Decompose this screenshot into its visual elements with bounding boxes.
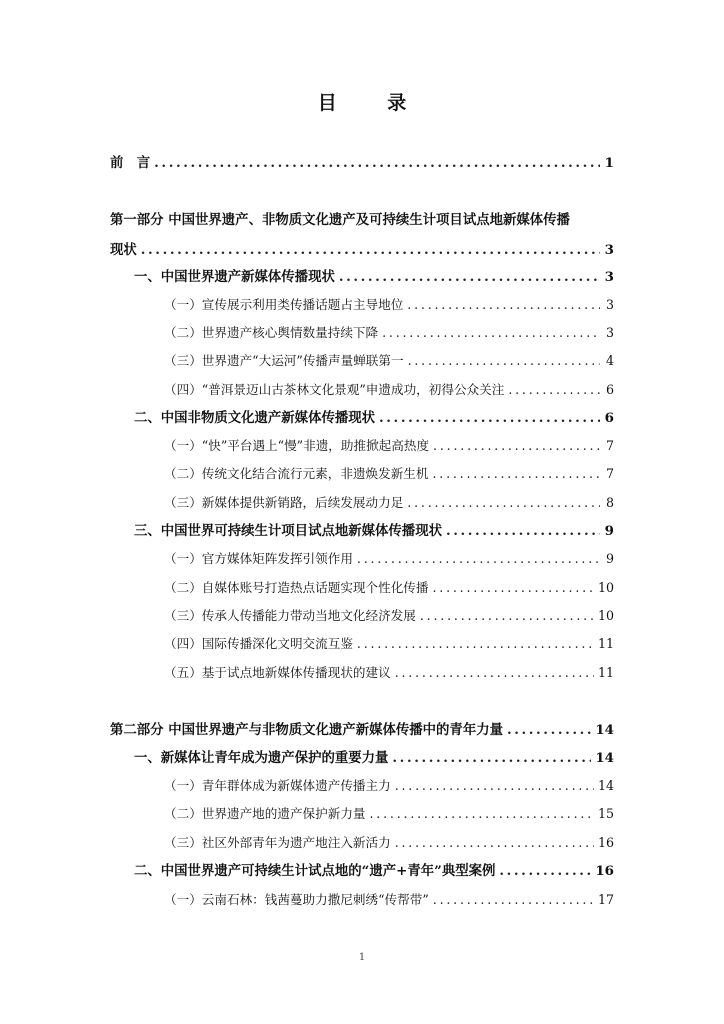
toc-leader-dots — [446, 520, 600, 542]
toc-entry-page: 3 — [605, 297, 614, 312]
toc-entry-text: （一）宣传展示利用类传播话题占主导地位 — [164, 297, 404, 312]
toc-entry-text: 二、中国非物质文化遗产新媒体传播现状 — [134, 410, 376, 426]
toc-entry-page: 4 — [605, 353, 614, 368]
toc-entry-subsection[interactable] — [164, 294, 614, 316]
toc-leader-dots — [357, 548, 600, 570]
toc-entry-subsection[interactable] — [164, 435, 614, 457]
toc-leader-dots — [433, 435, 600, 457]
toc-entry-text: （一）“快”平台遇上“慢”非遗，助推掀起高热度 — [164, 438, 430, 453]
toc-entry-page: 15 — [597, 806, 614, 821]
toc-entry-text: 前 言 — [110, 155, 151, 171]
toc-entry-text: （三）传承人传播能力带动当地文化经济发展 — [164, 608, 416, 623]
toc-entry-subsection[interactable] — [164, 463, 614, 485]
toc-entry-text: （五）基于试点地新媒体传播现状的建议 — [164, 665, 391, 680]
toc-entry-page: 7 — [605, 438, 614, 453]
toc-entry-text: （三）世界遗产“大运河”传播声量蝉联第一 — [164, 353, 404, 368]
toc-leader-dots — [499, 860, 591, 882]
toc-entry-subsection[interactable] — [164, 322, 614, 344]
toc-leader-dots — [379, 407, 600, 429]
toc-entry-text: （一）云南石林：钱茜蔓助力撒尼刺绣“传帮带” — [164, 892, 429, 907]
toc-entry-subsection[interactable] — [164, 775, 614, 797]
toc-entry-section[interactable] — [134, 266, 614, 288]
toc-entry-page: 10 — [597, 608, 614, 623]
toc-entry-subsection[interactable] — [164, 548, 614, 570]
toc-entry-text: （三）社区外部青年为遗产地注入新活力 — [164, 835, 391, 850]
toc-entry-text: 第二部分 中国世界遗产与非物质文化遗产新媒体传播中的青年力量 — [110, 722, 503, 738]
toc-entry-text: （四）国际传播深化文明交流互鉴 — [164, 636, 353, 651]
toc-leader-dots — [420, 605, 594, 627]
toc-leader-dots — [141, 239, 600, 261]
toc-entry-part-one[interactable] — [110, 239, 614, 261]
toc-leader-dots — [339, 266, 600, 288]
toc-entry-part-two[interactable] — [110, 719, 614, 741]
toc-entry-subsection[interactable] — [164, 662, 614, 684]
toc-entry-text: （二）世界遗产地的遗产保护新力量 — [164, 806, 366, 821]
toc-entry-page: 8 — [605, 495, 614, 510]
toc-leader-dots — [433, 889, 594, 911]
toc-entry-text: （二）世界遗产核心舆情数量持续下降 — [164, 325, 379, 340]
toc-leader-dots — [395, 775, 594, 797]
toc-entry-page: 10 — [597, 580, 614, 595]
toc-entry-text: （三）新媒体提供新销路，后续发展动力足 — [164, 495, 404, 510]
toc-entry-text: （一）青年群体成为新媒体遗产传播主力 — [164, 778, 391, 793]
toc-entry-text: 现状 — [110, 242, 137, 258]
toc-leader-dots — [507, 719, 591, 741]
toc-entry-page: 1 — [604, 155, 614, 171]
toc-entry-subsection[interactable] — [164, 492, 614, 514]
toc-entry-text: （二）自媒体账号打造热点话题实现个性化传播 — [164, 580, 429, 595]
toc-entry-page: 3 — [604, 242, 614, 258]
page-number: 1 — [358, 952, 366, 963]
toc-entry-page: 9 — [604, 523, 614, 539]
toc-entry-page: 17 — [597, 892, 614, 907]
toc-leader-dots — [395, 662, 594, 684]
toc-leader-dots — [357, 633, 594, 655]
toc-leader-dots — [392, 747, 591, 769]
toc-entry-page: 7 — [605, 466, 614, 481]
toc-entry-text: 二、中国世界遗产可持续生计试点地的“遗产+青年”典型案例 — [134, 863, 496, 879]
toc-entry-subsection[interactable] — [164, 889, 614, 911]
toc-entry-page: 11 — [597, 636, 614, 651]
toc-entry-subsection[interactable] — [164, 633, 614, 655]
toc-leader-dots — [508, 379, 600, 401]
toc-entry-subsection[interactable] — [164, 577, 614, 599]
toc-entry-page: 3 — [604, 269, 614, 285]
toc-entry-page: 6 — [604, 410, 614, 426]
toc-entry-page: 14 — [595, 722, 614, 738]
toc-leader-dots — [408, 350, 600, 372]
toc-entry-section[interactable] — [134, 407, 614, 429]
toc-title: 目 录 — [317, 92, 429, 114]
toc-entry-page: 9 — [605, 551, 614, 566]
toc-entry-section[interactable] — [134, 860, 614, 882]
toc-leader-dots — [370, 803, 594, 825]
toc-leader-dots — [407, 492, 600, 514]
toc-entry-page: 3 — [605, 325, 614, 340]
toc-leader-dots — [382, 322, 600, 344]
toc-entry-section[interactable] — [134, 520, 614, 542]
toc-entry-subsection[interactable] — [164, 832, 614, 854]
toc-entry-subsection[interactable] — [164, 379, 614, 401]
toc-entry-text: 三、中国世界可持续生计项目试点地新媒体传播现状 — [134, 523, 442, 539]
toc-entry-text: （四）“普洱景迈山古茶林文化景观”申遗成功，初得公众关注 — [164, 382, 505, 397]
toc-leader-dots — [407, 294, 600, 316]
toc-entry-text: （一）官方媒体矩阵发挥引领作用 — [164, 551, 353, 566]
toc-entry-text: （二）传统文化结合流行元素，非遗焕发新生机 — [164, 466, 429, 481]
toc-entry-preface[interactable] — [110, 152, 614, 174]
toc-entry-page: 16 — [597, 835, 614, 850]
toc-entry-page: 16 — [595, 863, 614, 879]
toc-leader-dots — [432, 577, 594, 599]
toc-entry-page: 14 — [597, 778, 614, 793]
toc-entry-text: 一、中国世界遗产新媒体传播现状 — [134, 269, 335, 285]
toc-entry-subsection[interactable] — [164, 350, 614, 372]
toc-leader-dots — [395, 832, 594, 854]
toc-entry-page: 11 — [597, 665, 614, 680]
toc-leader-dots — [154, 152, 600, 174]
toc-entry-subsection[interactable] — [164, 803, 614, 825]
toc-leader-dots — [432, 463, 600, 485]
toc-entry-subsection[interactable] — [164, 605, 614, 627]
toc-entry-section[interactable] — [134, 747, 614, 769]
toc-entry-page: 14 — [595, 750, 614, 766]
toc-part-one-title-line1[interactable]: 第一部分 中国世界遗产、非物质文化遗产及可持续生计项目试点地新媒体传播 — [110, 212, 570, 228]
toc-entry-text: 一、新媒体让青年成为遗产保护的重要力量 — [134, 750, 389, 766]
toc-entry-page: 6 — [605, 382, 614, 397]
